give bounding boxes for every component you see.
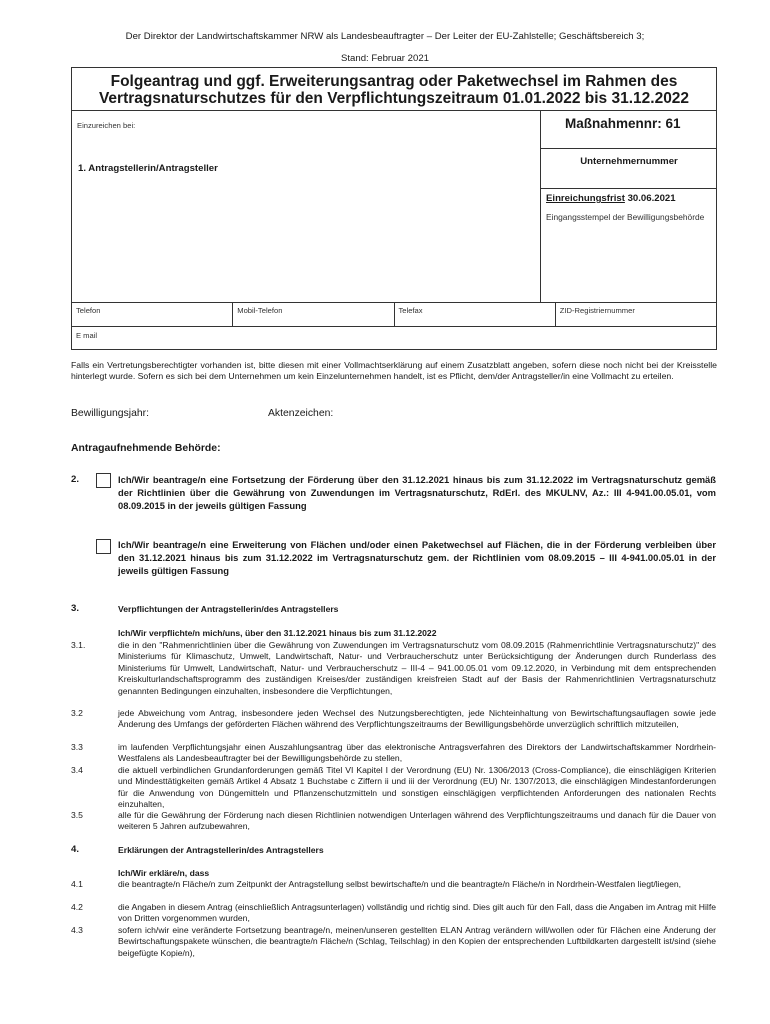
section-4-title: Erklärungen der Antragstellerin/des Antragstellers	[118, 845, 324, 855]
item-3-2-number: 3.2	[71, 708, 83, 718]
continuation-checkbox[interactable]	[96, 473, 111, 488]
item-4-3-number: 4.3	[71, 925, 83, 935]
item-3-1-number: 3.1.	[71, 640, 86, 650]
extension-checkbox[interactable]	[96, 539, 111, 554]
phone-field[interactable]: Telefon	[72, 303, 233, 326]
document-title	[71, 67, 717, 111]
fax-field[interactable]: Telefax	[395, 303, 556, 326]
item-3-4-text: die aktuell verbindlichen Grundanforderungen gemäß Titel VI Kapitel I der Verordnung (EU) Nr. 1306/2013 (Cross-Compliance), die einschlägigen Kriterien und Mindesttätigkeiten gemäß Artikel 4 Absatz 1 Buchstabe c Ziffern ii und iii der Verordnung (EU) Nr. 1307/2013, die einschlägigen Mindestanforderungen für die Anwendung von Düngemitteln und Pflanzenschutzmitteln und sonstigen einschlägigen verpflichtenden Anforderungen des nationalen Rechts einzuhalten,	[118, 765, 716, 810]
zid-field[interactable]: ZID-Registriernummer	[559, 306, 635, 315]
representative-note: Falls ein Vertretungsberechtigter vorhanden ist, bitte diesen mit einer Vollmachtserklärung auf einem Zusatzblatt angeben, sofern diese noch nicht bei der Kreisstelle hinterlegt wurde. Sofern es sich bei dem Unternehmen um kein Einzelunternehmen handelt, ist es Pflicht, dem/der Antragsteller/in eine Vollmacht zu erteilen.	[71, 360, 717, 382]
mobile-field[interactable]: Mobil-Telefon	[233, 303, 394, 326]
receipt-stamp-label: Eingangsstempel der Bewilligungsbehörde	[546, 212, 705, 222]
section-3-number: 3.	[71, 603, 80, 614]
approval-year-label: Bewilligungsjahr:	[71, 408, 149, 419]
company-number-field[interactable]: Unternehmernummer	[541, 149, 717, 189]
section-2-number: 2.	[71, 474, 80, 485]
item-3-2-text: jede Abweichung vom Antrag, insbesondere jeden Wechsel des Nutzungsberechtigten, jede Nichteinhaltung von Bewirtschaftungsauflagen sowie jede Änderung des Umfangs der geförderten Flächen während des Verpflichtungszeitraums der Bewilligungsbehörde unverzüglich schriftlich mitzuteilen,	[118, 708, 716, 730]
item-4-2-number: 4.2	[71, 902, 83, 912]
measure-number: Maßnahmennr: 61	[541, 111, 717, 149]
item-3-5-text: alle für die Gewährung der Förderung nach diesen Richtlinien notwendigen Unterlagen während des Verpflichtungszeitraums und danach für die Dauer von weiteren 5 Jahren aufzubewahren,	[118, 810, 716, 832]
title-line-1: Folgeantrag und ggf. Erweiterungsantrag oder Paketwechsel im Rahmen des	[110, 73, 678, 90]
authority-label: Antragaufnehmende Behörde:	[71, 443, 221, 454]
section-3-subtitle: Ich/Wir verpflichte/n mich/uns, über den 31.12.2021 hinaus bis zum 31.12.2022	[118, 628, 437, 638]
header-authority: Der Direktor der Landwirtschaftskammer NRW als Landesbeauftragter – Der Leiter der EU-Zahlstelle; Geschäftsbereich 3;	[125, 31, 645, 42]
applicant-area	[72, 111, 540, 302]
header-date: Stand: Februar 2021	[340, 53, 429, 64]
deadline-date: 30.06.2021	[624, 193, 676, 204]
deadline	[546, 193, 676, 204]
continuation-text: Ich/Wir beantrage/n eine Fortsetzung der Förderung über den 31.12.2021 hinaus bis zum 31.12.2022 im Vertragsnaturschutz gemäß der Richtlinien über die Gewährung von Zuwendungen im Vertragsnaturschutz, RdErl. des MKULNV, Az.: III 4-941.00.05.01, vom 08.09.2015 in der jeweils gültigen Fassung	[118, 474, 716, 512]
title-line-2: Vertragsnaturschutzes für den Verpflichtungszeitraum 01.01.2022 bis 31.12.2022	[98, 90, 690, 107]
item-4-1-text: die beantragte/n Fläche/n zum Zeitpunkt der Antragstellung selbst bewirtschafte/n und die beantragte/n Fläche/n in Nordrhein-Westfalen liegt/liegen,	[118, 879, 682, 889]
item-3-1-text: die in den "Rahmenrichtlinien über die Gewährung von Zuwendungen im Vertragsnaturschutz vom 08.09.2015 (Rahmenrichtlinie Vertragsnaturschutz)" des Ministeriums für Klimaschutz, Umwelt, Landwirtschaft, Natur- und Verbraucherschutz unter Berücksichtigung der Änderungen durch Runderlass des Ministeriums für Umwelt, Landwirtschaft, Natur- und Verbraucherschutz – III-4 – 941.00.05.01 vom 09.12.2020, in Verbindung mit dem entsprechenden Kreiskulturlandschaftsprogramm des zuständigen Kreises/der zuständigen kreisfreien Stadt auf der Basis der Rahmenrichtlinien Vertragsnaturschutz genannten Bedingungen einzuhalten, insbesondere die Verpflichtungen,	[118, 640, 716, 696]
contact-row	[71, 303, 717, 327]
applicant-label: 1. Antragstellerin/Antragsteller	[78, 163, 218, 174]
item-3-5-number: 3.5	[71, 810, 83, 820]
section-4-number: 4.	[71, 844, 80, 855]
email-field[interactable]: E mail	[71, 327, 717, 350]
section-4-subtitle: Ich/Wir erkläre/n, dass	[118, 868, 210, 878]
applicant-box	[71, 110, 717, 303]
section-3-title: Verpflichtungen der Antragstellerin/des Antragstellers	[118, 604, 339, 614]
file-number-label: Aktenzeichen:	[268, 408, 334, 419]
submit-to-label: Einzureichen bei:	[77, 121, 136, 130]
item-4-2-text: die Angaben in diesem Antrag (einschließlich Antragsunterlagen) vollständig und richtig sind. Dies gilt auch für den Fall, dass die Angaben im Antrag mit Hilfe von Dritten vorgenommen wurden,	[118, 902, 716, 924]
item-4-1-number: 4.1	[71, 879, 83, 889]
extension-text: Ich/Wir beantrage/n eine Erweiterung von Flächen und/oder einen Paketwechsel auf Flächen, die in der Förderung verbleiben über den 31.12.2021 hinaus bis zum 31.12.2022 im Vertragsnaturschutz gem. der Richtlinien vom 08.09.2015 – III 4-941.00.05.01 in der jeweils gültigen Fassung	[118, 539, 716, 577]
item-3-4-number: 3.4	[71, 765, 83, 775]
item-3-3-text: im laufenden Verpflichtungsjahr einen Auszahlungsantrag über das elektronische Antragsverfahren des Direktors der Landwirtschaftskammer Nordrhein-Westfalens als Landesbeauftragter bei der Bewilligungsbehörde zu stellen,	[118, 742, 716, 764]
office-area	[540, 111, 716, 302]
item-4-3-text: sofern ich/wir eine veränderte Fortsetzung beantrage/n, meinen/unseren gestellten ELAN Antrag verändern will/wollen oder für Flächen eine Änderung der Bewirtschaftungspakete wünschen, die beantragte/n Fläche/n (Schlag, Teilschlag) in den Kopien der entsprechenden Luftbildkarten dargestellt ist/sind (siehe beigefügte Kopie/n),	[118, 925, 716, 958]
deadline-label: Einreichungsfrist	[546, 193, 625, 204]
item-3-3-number: 3.3	[71, 742, 83, 752]
